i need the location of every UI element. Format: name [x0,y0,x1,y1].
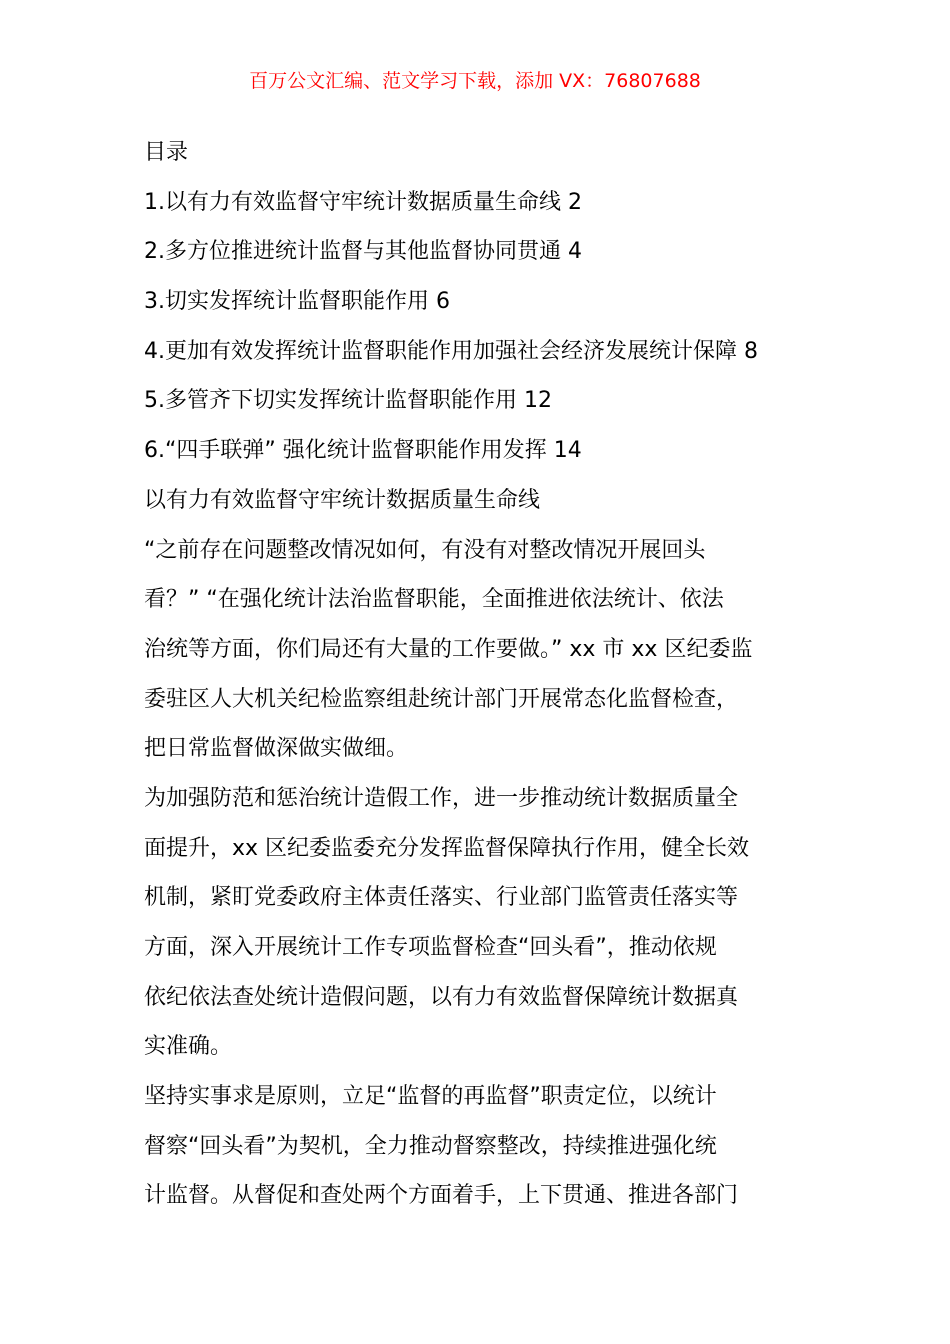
paragraph-line: 方面，深入开展统计工作专项监督检查“回头看”，推动依规 [144,935,717,960]
paragraph-3 [144,1072,808,1221]
toc-item-1: 1.以有力有效监督守牢统计数据质量生命线 2 [144,189,582,215]
paragraph-1 [144,526,808,774]
paragraph-2 [144,774,808,1072]
paragraph-line: 坚持实事求是原则，立足“监督的再监督”职责定位，以统计 [144,1084,717,1110]
paragraph-line: 机制，紧盯党委政府主体责任落实、行业部门监管责任落实等 [144,885,739,911]
paragraph-line: 把日常监督做深做实做细。 [144,736,409,762]
paragraph-line: 实准确。 [144,1034,233,1060]
document-body [144,128,808,1221]
article-title: 以有力有效监督守牢统计数据质量生命线 [144,487,541,513]
paragraph-line: 为加强防范和惩治统计造假工作，进一步推动统计数据质量全 [144,785,739,811]
toc-item-3: 3.切实发挥统计监督职能作用 6 [144,289,450,315]
paragraph-line: 治统等方面，你们局还有大量的工作要做。” xx 市 xx 区纪委监 [144,636,753,662]
toc-item-5: 5.多管齐下切实发挥统计监督职能作用 12 [144,388,552,414]
paragraph-line: 面提升，xx 区纪委监委充分发挥监督保障执行作用，健全长效 [144,835,750,861]
paragraph-line: “之前存在问题整改情况如何，有没有对整改情况开展回头 [144,537,706,563]
toc-item-6: 6.“四手联弹” 强化统计监督职能作用发挥 14 [144,438,582,464]
paragraph-line: 依纪依法查处统计造假问题，以有力有效监督保障统计数据真 [144,984,739,1010]
paragraph-line: 委驻区人大机关纪检监察组赴统计部门开展常态化监督检查， [144,686,739,712]
toc-item-2: 2.多方位推进统计监督与其他监督协同贯通 4 [144,239,582,265]
paragraph-line: 看？” “在强化统计法治监督职能，全面推进依法统计、依法 [144,587,724,613]
paragraph-line: 督察“回头看”为契机，全力推动督察整改，持续推进强化统 [144,1133,717,1159]
watermark-header: 百万公文汇编、范文学习下载，添加 VX：76807688 [249,70,701,92]
toc-title: 目录 [144,140,189,165]
paragraph-line: 计监督。从督促和查处两个方面着手，上下贯通、推进各部门 [144,1183,739,1209]
toc-item-4: 4.更加有效发挥统计监督职能作用加强社会经济发展统计保障 8 [144,338,758,364]
